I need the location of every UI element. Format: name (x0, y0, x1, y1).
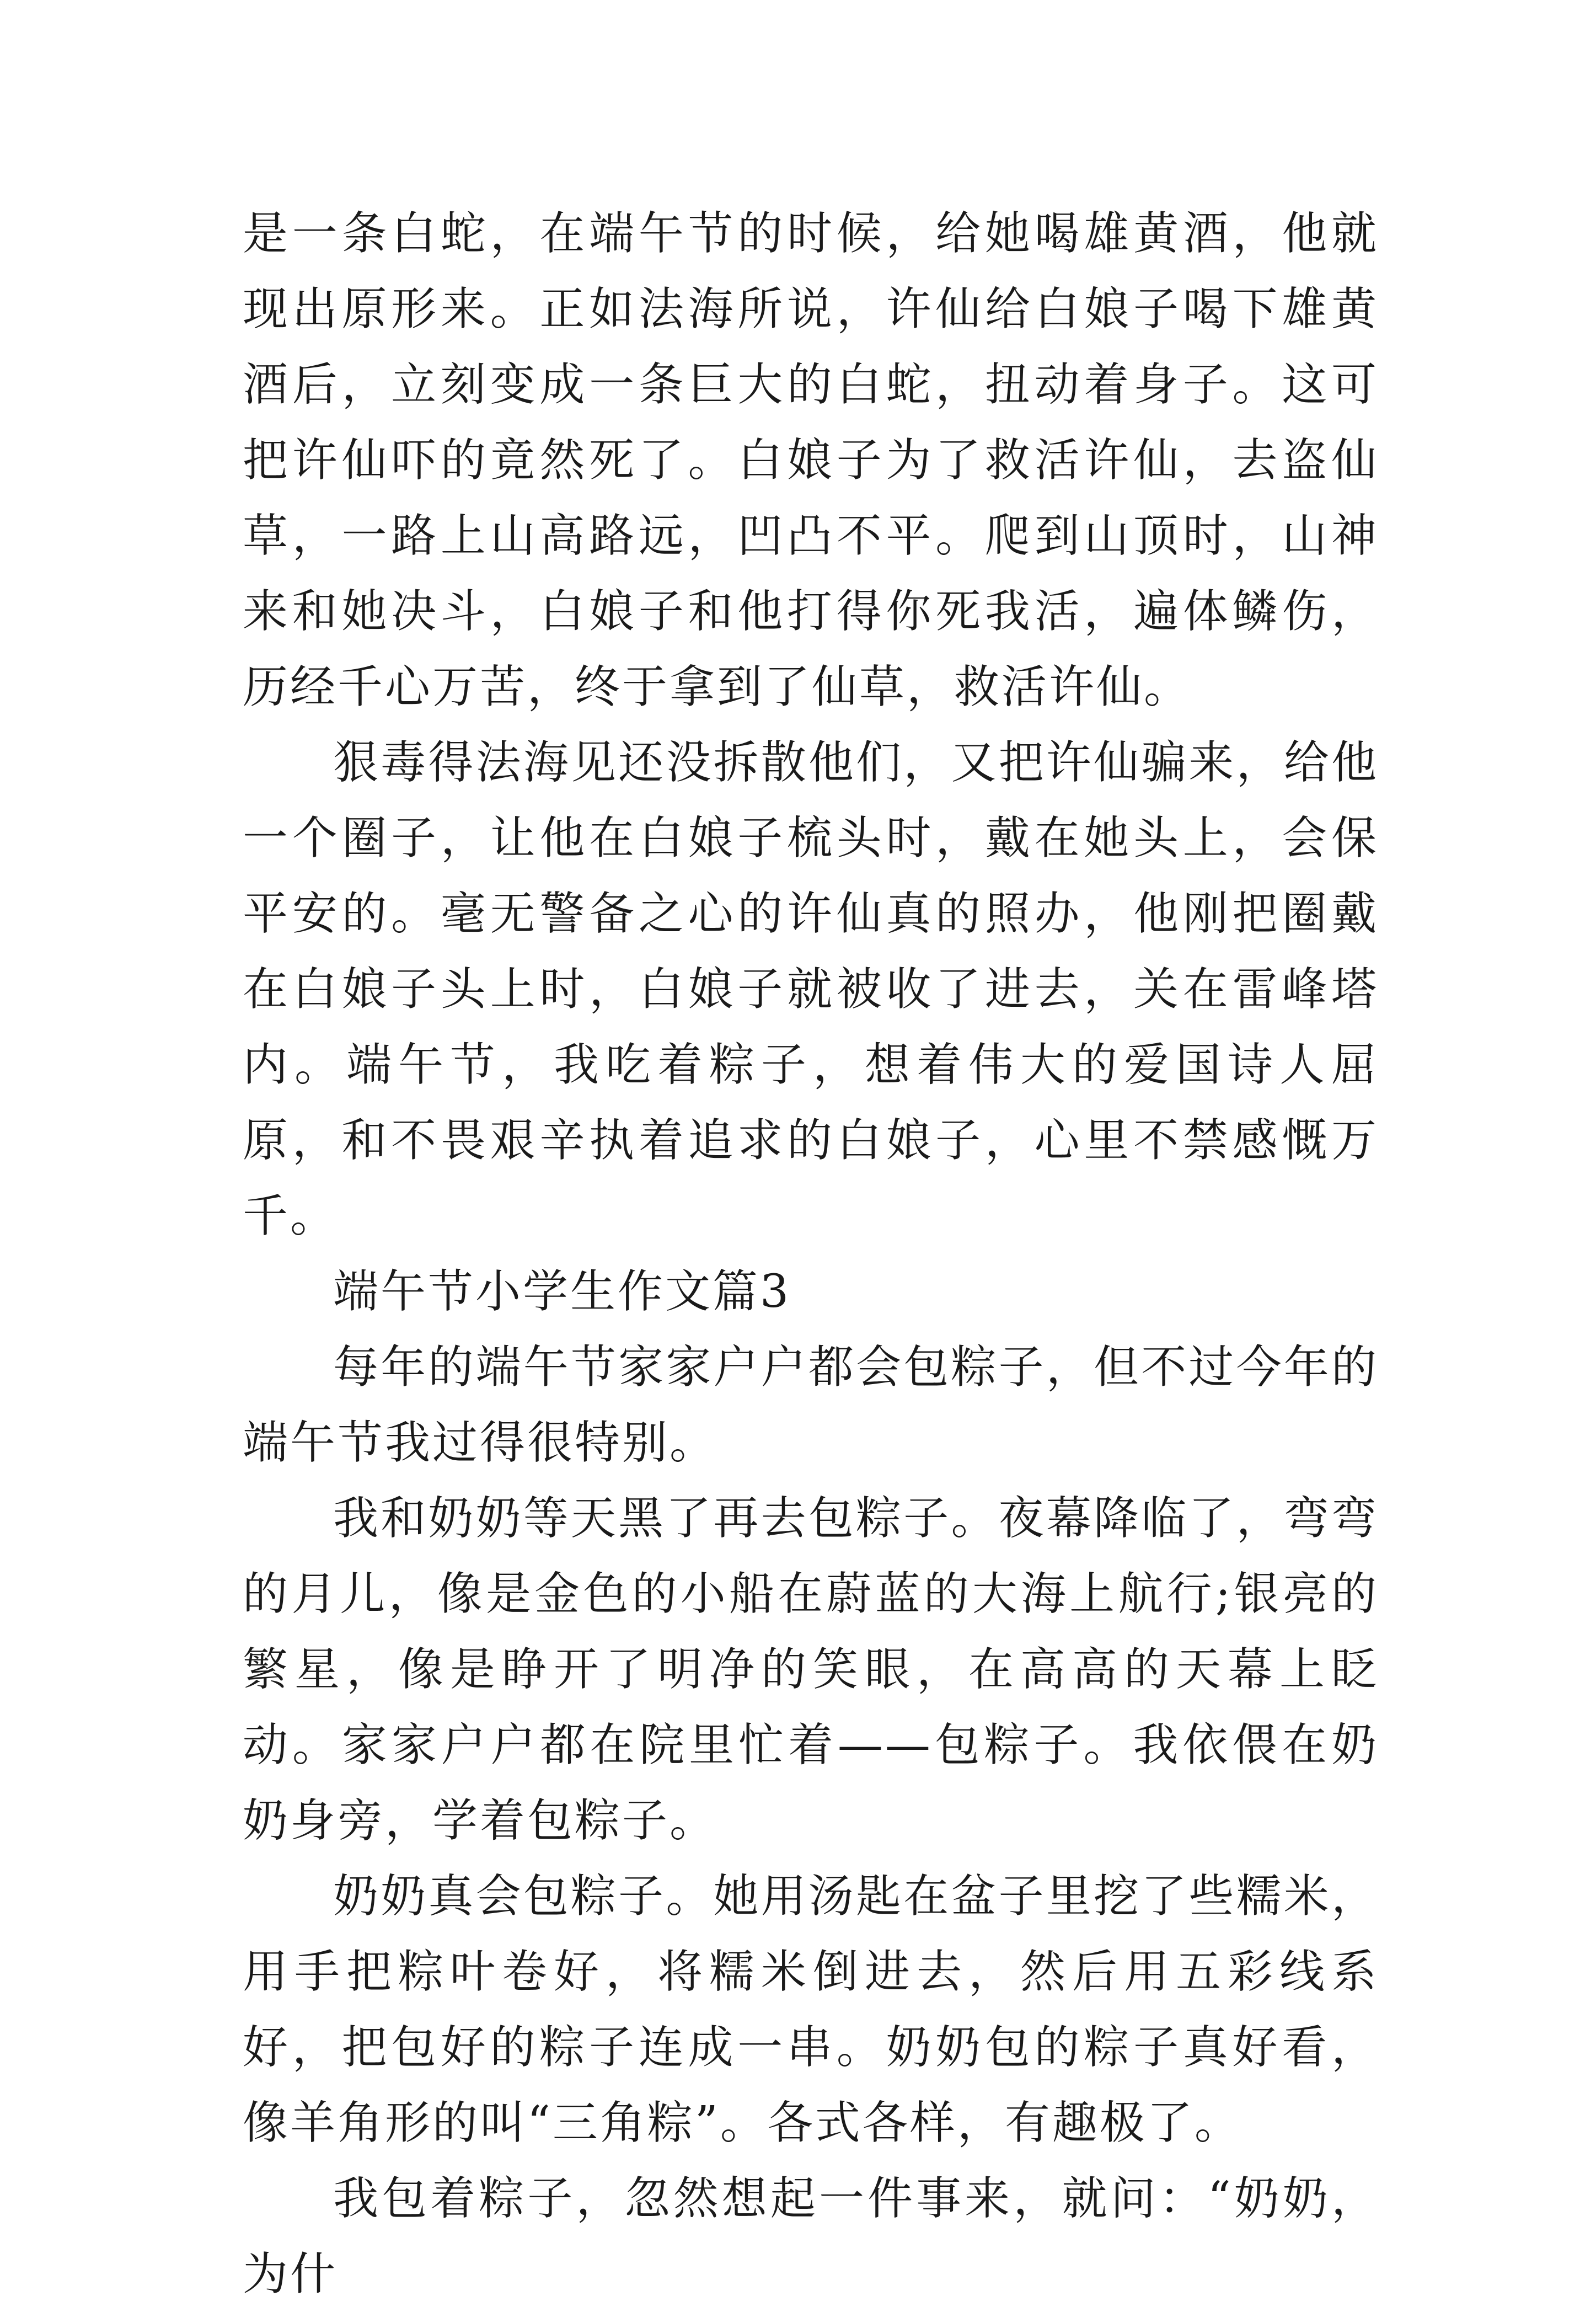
section-heading: 端午节小学生作文篇3 (333, 1266, 791, 1318)
paragraph-3: 每年的端午节家家户户都会包粽子，但不过今年的端午节我过得很特别。 (243, 1341, 1379, 1469)
paragraph-6: 我包着粽子，忽然想起一件事来，就问：“奶奶，为什 (243, 2172, 1379, 2300)
paragraph-5: 奶奶真会包粽子。她用汤匙在盆子里挖了些糯米，用手把粽叶卷好，将糯米倒进去，然后用五彩线系好，把包好的粽子连成一串。奶奶包的粽子真好看，像羊角形的叫“三角粽”。各式各样，有趣极了。 (243, 1870, 1379, 2149)
paragraph-2: 狠毒得法海见还没拆散他们，又把许仙骗来，给他一个圈子，让他在白娘子梳头时，戴在她头上，会保平安的。毫无警备之心的许仙真的照办，他刚把圈戴在白娘子头上时，白娘子就被收了进去，关在雷峰塔内。端午节，我吃着粽子，想着伟大的爱国诗人屈原，和不畏艰辛执着追求的白娘子，心里不禁感慨万千。 (243, 736, 1379, 1242)
paragraph-1: 是一条白蛇，在端午节的时候，给她喝雄黄酒，他就现出原形来。正如法海所说，许仙给白娘子喝下雄黄酒后，立刻变成一条巨大的白蛇，扭动着身子。这可把许仙吓的竟然死了。白娘子为了救活许仙，去盗仙草，一路上山高路远，凹凸不平。爬到山顶时，山神来和她决斗，白娘子和他打得你死我活，遍体鳞伤，历经千心万苦，终于拿到了仙草，救活许仙。 (243, 207, 1379, 713)
paragraph-4: 我和奶奶等天黑了再去包粽子。夜幕降临了，弯弯的月儿，像是金色的小船在蔚蓝的大海上航行;银亮的繁星，像是睁开了明净的笑眼，在高高的天幕上眨动。家家户户都在院里忙着——包粽子。我依偎在奶奶身旁，学着包粽子。 (243, 1492, 1379, 1847)
body-text (243, 196, 1379, 2312)
